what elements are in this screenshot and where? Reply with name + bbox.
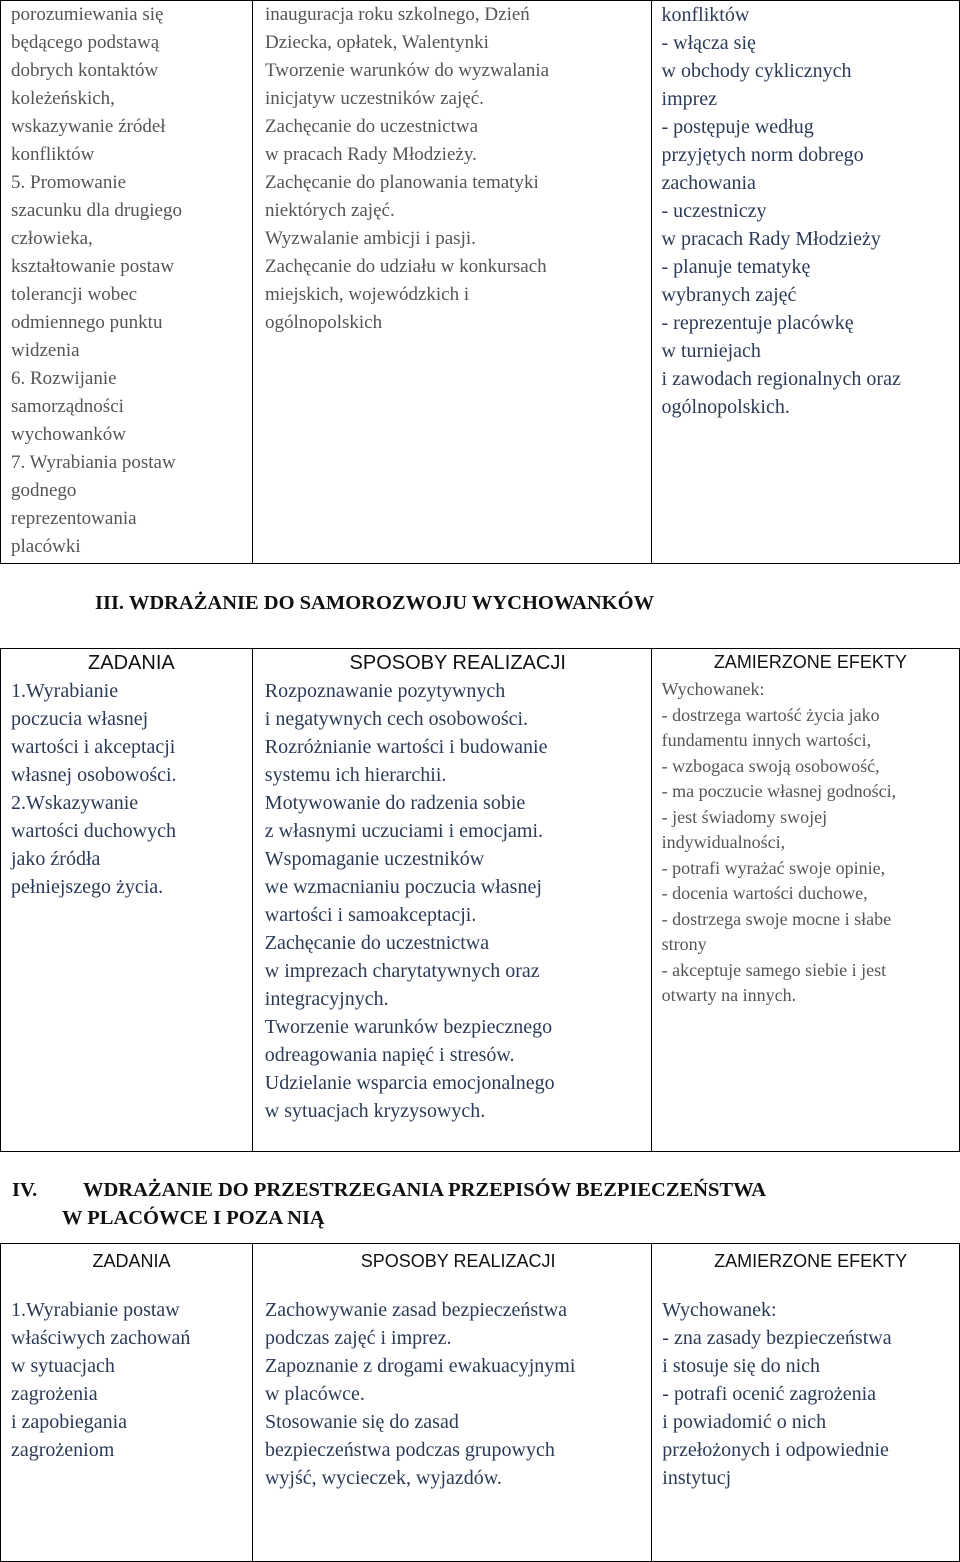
tasks-lines: [11, 677, 252, 901]
text-line: w pracach Rady Młodzieży.: [264, 144, 477, 165]
text-line: - wzbogaca swoją osobowość,: [661, 755, 880, 776]
text-line: 2.Wskazywanie: [11, 792, 139, 814]
text-line: samorządności: [11, 396, 124, 417]
text-line: - potrafi ocenić zagrożenia: [662, 1383, 877, 1405]
effects-cell: [651, 677, 959, 1152]
text-line: 7. Wyrabiania postaw: [11, 452, 176, 473]
text-line: Rozpoznawanie pozytywnych: [264, 680, 506, 702]
text-line: otwarty na innych.: [661, 985, 797, 1005]
header-tasks: ZADANIA: [1, 1244, 253, 1279]
text-line: - ma poczucie własnej godności,: [661, 781, 897, 801]
text-line: podczas zajęć i imprez.: [264, 1327, 452, 1349]
header-effects: ZAMIERZONE EFEKTY: [651, 649, 959, 678]
text-line: miejskich, wojewódzkich i: [264, 284, 470, 305]
text-line: ogólnopolskich.: [661, 396, 790, 418]
methods-lines: [265, 1, 651, 337]
text-line: dobrych kontaktów: [11, 60, 159, 81]
table-row: [1, 677, 960, 1152]
text-line: zagrożenia: [11, 1383, 98, 1405]
text-line: - włącza się: [661, 32, 756, 54]
text-line: i zawodach regionalnych oraz: [661, 368, 901, 390]
text-line: człowieka,: [11, 228, 93, 249]
table-row: [1, 1, 960, 564]
effects-cell: [652, 1278, 960, 1562]
section-title-line2: W PLACÓWCE I POZA NIĄ: [62, 1207, 325, 1229]
text-line: zachowania: [661, 172, 756, 194]
text-line: godnego: [11, 480, 77, 501]
text-line: kształtowanie postaw: [11, 256, 175, 277]
section-number: IV.: [12, 1179, 38, 1201]
text-line: 6. Rozwijanie: [11, 368, 117, 389]
continued-table: [0, 0, 960, 564]
text-line: Wspomaganie uczestników: [264, 848, 485, 870]
text-line: będącego podstawą: [11, 32, 160, 53]
table-header-row: [1, 649, 960, 678]
text-line: - akceptuje samego siebie i jest: [661, 959, 887, 980]
safety-table: [0, 1243, 960, 1562]
tasks-cell: [1, 677, 253, 1152]
text-line: - zna zasady bezpieczeństwa: [662, 1327, 892, 1349]
text-line: Zachęcanie do planowania tematyki: [264, 172, 539, 193]
text-line: Zapoznanie z drogami ewakuacyjnymi: [264, 1355, 576, 1377]
text-line: Motywowanie do radzenia sobie: [264, 792, 526, 814]
text-line: w imprezach charytatywnych oraz: [264, 960, 540, 982]
text-line: własnej osobowości.: [11, 764, 177, 786]
text-line: koleżeńskich,: [11, 88, 115, 109]
text-line: - dostrzega wartość życia jako: [661, 704, 880, 725]
text-line: jako źródła: [11, 848, 101, 870]
text-line: Dziecka, opłatek, Walentynki: [264, 32, 489, 53]
text-line: właściwych zachowań: [11, 1327, 191, 1349]
text-line: zagrożeniom: [11, 1439, 115, 1461]
text-line: Zachęcanie do uczestnictwa: [264, 116, 479, 137]
methods-cell: [252, 1278, 651, 1562]
text-line: Stosowanie się do zasad: [264, 1411, 459, 1433]
text-line: wyjść, wycieczek, wyjazdów.: [264, 1467, 502, 1489]
text-line: szacunku dla drugiego: [11, 200, 182, 221]
table-row: [1, 1278, 960, 1562]
text-line: imprez: [661, 88, 718, 110]
effects-lines: [662, 1, 959, 421]
effects-cell: [651, 1, 959, 564]
text-line: i negatywnych cech osobowości.: [264, 708, 529, 730]
table-header-row: [1, 1244, 960, 1279]
text-line: przełożonych i odpowiednie: [662, 1439, 889, 1461]
effects-lines: [662, 677, 959, 1009]
text-line: pełniejszego życia.: [11, 876, 164, 898]
text-line: instytucj: [662, 1467, 732, 1489]
text-line: bezpieczeństwa podczas grupowych: [264, 1439, 555, 1461]
text-line: odreagowania napięć i stresów.: [264, 1044, 515, 1066]
section-title: III. WDRAŻANIE DO SAMOROZWOJU WYCHOWANKÓW: [95, 592, 655, 614]
text-line: 1.Wyrabianie postaw: [11, 1299, 180, 1321]
text-line: we wzmacnianiu poczucia własnej: [264, 876, 542, 898]
effects-lines: [662, 1296, 959, 1492]
text-line: konfliktów: [661, 4, 750, 26]
header-tasks: ZADANIA: [1, 649, 253, 678]
text-line: konfliktów: [11, 144, 95, 165]
text-line: Tworzenie warunków bezpiecznego: [264, 1016, 553, 1038]
text-line: z własnymi uczuciami i emocjami.: [264, 820, 544, 842]
text-line: Wyzwalanie ambicji i pasji.: [264, 228, 476, 249]
text-line: wartości duchowych: [11, 820, 176, 842]
tasks-lines: [11, 1, 252, 561]
text-line: indywidualności,: [661, 832, 786, 852]
text-line: Tworzenie warunków do wyzwalania: [264, 60, 550, 81]
text-line: wskazywanie źródeł: [11, 116, 166, 137]
text-line: placówki: [11, 536, 81, 557]
text-line: i powiadomić o nich: [662, 1411, 827, 1433]
text-line: widzenia: [11, 340, 80, 361]
text-line: 5. Promowanie: [11, 172, 127, 193]
text-line: Wychowanek:: [661, 679, 765, 699]
text-line: ogólnopolskich: [264, 312, 383, 333]
text-line: fundamentu innych wartości,: [661, 730, 872, 750]
text-line: - docenia wartości duchowe,: [661, 883, 868, 903]
text-line: w sytuacjach kryzysowych.: [264, 1100, 486, 1122]
text-line: - jest świadomy swojej: [661, 806, 828, 827]
text-line: wartości i akceptacji: [11, 736, 176, 758]
text-line: wybranych zajęć: [661, 284, 797, 306]
text-line: Rozróżnianie wartości i budowanie: [264, 736, 548, 758]
tasks-cell: [1, 1, 253, 564]
methods-lines: [265, 1296, 651, 1492]
section-title: WDRAŻANIE DO PRZESTRZEGANIA PRZEPISÓW BEZPIECZEŃSTWA: [83, 1179, 767, 1201]
text-line: Zachowywanie zasad bezpieczeństwa: [264, 1299, 568, 1321]
header-methods: SPOSOBY REALIZACJI: [252, 1244, 651, 1279]
text-line: - uczestniczy: [661, 200, 767, 222]
text-line: Zachęcanie do uczestnictwa: [264, 932, 490, 954]
text-line: - dostrzega swoje mocne i słabe: [661, 908, 892, 929]
text-line: reprezentowania: [11, 508, 137, 529]
methods-cell: [252, 677, 651, 1152]
methods-cell: [252, 1, 651, 564]
text-line: inauguracja roku szkolnego, Dzień: [264, 4, 530, 25]
text-line: i zapobiegania: [11, 1411, 128, 1433]
text-line: tolerancji wobec: [11, 284, 138, 305]
text-line: - planuje tematykę: [661, 256, 811, 278]
header-effects: ZAMIERZONE EFEKTY: [652, 1244, 960, 1279]
header-methods: SPOSOBY REALIZACJI: [252, 649, 651, 678]
text-line: porozumiewania się: [11, 4, 164, 25]
methods-lines: [265, 677, 651, 1125]
text-line: systemu ich hierarchii.: [264, 764, 447, 786]
text-line: Wychowanek:: [662, 1299, 777, 1321]
text-line: przyjętych norm dobrego: [661, 144, 864, 166]
text-line: w sytuacjach: [11, 1355, 115, 1377]
text-line: - postępuje według: [661, 116, 814, 138]
text-line: inicjatyw uczestników zajęć.: [264, 88, 484, 109]
text-line: wychowanków: [11, 424, 127, 445]
text-line: - reprezentuje placówkę: [661, 312, 854, 334]
text-line: Udzielanie wsparcia emocjonalnego: [264, 1072, 555, 1094]
text-line: integracyjnych.: [264, 988, 389, 1010]
text-line: w obchody cyklicznych: [661, 60, 852, 82]
text-line: 1.Wyrabianie: [11, 680, 119, 702]
tasks-cell: [1, 1278, 253, 1562]
text-line: w pracach Rady Młodzieży: [661, 228, 881, 250]
text-line: strony: [661, 934, 707, 954]
self-development-table: [0, 648, 960, 1152]
tasks-lines: [11, 1296, 252, 1464]
text-line: poczucia własnej: [11, 708, 149, 730]
text-line: wartości i samoakceptacji.: [264, 904, 477, 926]
text-line: - potrafi wyrażać swoje opinie,: [661, 857, 886, 878]
text-line: w placówce.: [264, 1383, 365, 1405]
text-line: i stosuje się do nich: [662, 1355, 821, 1377]
text-line: w turniejach: [661, 340, 761, 362]
text-line: odmiennego punktu: [11, 312, 163, 333]
text-line: Zachęcanie do udziału w konkursach: [264, 256, 547, 277]
text-line: niektórych zajęć.: [264, 200, 395, 221]
